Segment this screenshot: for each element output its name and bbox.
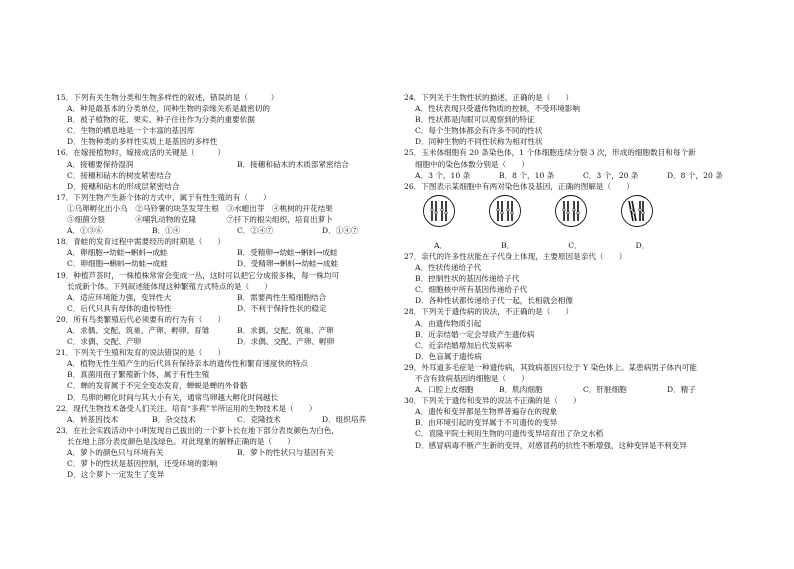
option-row	[56, 136, 396, 147]
answer-option: D．鸟卵的孵化时间与其大小有关，通常鸟卵越大孵化时间越长	[67, 392, 279, 402]
question-stem: ①乌卵孵化出小乌 ②马铃薯的块茎发芽生根 ③水螅出芽 ④桃树的开花结果	[67, 203, 333, 213]
option-row	[404, 329, 740, 340]
question-stem: 25．玉米体细胞有 20 条染色体，1 个体细胞连续分裂 3 次，形成的细胞数目和每个新	[404, 148, 696, 158]
left-column	[56, 92, 396, 480]
answer-option: D．同种生物的不同性状称为相对性状	[415, 137, 543, 147]
answer-option: D．这个萝卜一定发生了变异	[67, 470, 165, 480]
answer-option: D．感冒病毒不断产生新的变异，对感冒药的抗性不断增强，这种变异是不利变异	[415, 440, 687, 450]
answer-option: C．每个生物体都会有许多不同的性状	[415, 126, 543, 136]
question	[404, 147, 740, 180]
answer-option: A．种是最基本的分类单位，同种生物的亲缘关系是最密切的	[67, 104, 270, 114]
cell-chromosome-diagram	[488, 194, 522, 228]
answer-option: B．肌肉细胞	[499, 385, 543, 395]
answer-option: C．克隆技术	[237, 414, 281, 424]
cell-diagram-row	[404, 194, 740, 240]
answer-option: C．细胞核中所有基因传递给子代	[415, 285, 528, 295]
cell-chromosome-diagram	[422, 194, 456, 228]
answer-option: B．受精卵→幼蛙→蝌蚪→成蛙	[237, 248, 338, 258]
cell-label: D．	[635, 240, 650, 250]
answer-option: B．求偶、交配、筑巢、产卵	[237, 325, 334, 335]
option-row	[56, 247, 396, 258]
answer-option: B．性状都是肉眼可以观察到的特征	[415, 115, 535, 125]
answer-option: C．卵细胞→蝌蚪→幼蛙→成蛙	[67, 259, 168, 269]
answer-option: D．接穗和砧木的形成层紧密结合	[67, 181, 180, 191]
option-row	[404, 351, 740, 362]
answer-option: A．①③⑥	[67, 226, 103, 236]
answer-option: B．真菌用孢子繁殖新个体，属于有性生殖	[67, 370, 210, 380]
answer-option: C．蝉的发育属于不完全变态发育，蝉蜕是蝉的外骨骼	[67, 381, 248, 391]
option-row	[404, 384, 740, 395]
option-row	[404, 125, 740, 136]
answer-option: A．适应环境能力强，变异性大	[67, 292, 172, 302]
answer-option: A．由遗传物质引起	[415, 318, 482, 328]
option-row	[56, 392, 396, 403]
answer-option: A．植物无性生殖产生的后代具有保持亲本的遗传性和繁育速度快的特点	[67, 359, 308, 369]
option-row	[56, 114, 396, 125]
option-row	[56, 170, 396, 181]
answer-option: C．生物的栖息地是一个丰富的基因库	[67, 126, 195, 136]
answer-option: C．近亲结婚增加后代发病率	[415, 340, 512, 350]
answer-option: C．后代只具有母体的遗传特性	[67, 303, 172, 313]
option-row	[56, 447, 396, 458]
answer-option: A．转基因技术	[67, 414, 119, 424]
option-row	[404, 295, 740, 306]
answer-option: D．8 个，20 条	[667, 170, 723, 180]
option-row	[56, 103, 396, 114]
option-row	[56, 225, 396, 236]
question	[404, 306, 740, 361]
question-stem: 28．下列关于遗传病的说法，不正确的是（ ）	[404, 307, 574, 317]
option-row	[56, 414, 396, 425]
option-row	[56, 358, 396, 369]
question-stem: 22．现代生物技术备受人们关注。培育“多莉”羊所运用的生物技术是（ ）	[56, 403, 317, 413]
option-row	[404, 262, 740, 273]
option-row	[56, 380, 396, 391]
question	[404, 181, 740, 251]
right-column	[404, 92, 740, 451]
option-row	[404, 406, 740, 417]
answer-option: B．杂交技术	[152, 414, 196, 424]
question	[404, 92, 740, 147]
answer-option: B．接穗和砧木的木质部紧密结合	[237, 159, 349, 169]
option-row	[404, 284, 740, 295]
answer-option: B．被子植物的花、果实、种子往往作为分类的重要依据	[67, 115, 255, 125]
answer-option: C．求偶、交配、产卵	[67, 337, 142, 347]
question-stem: 23．在社会实践活动中小明发现自己拔出的一个萝卜长在地下部分表皮颜色为白色，	[56, 425, 340, 435]
cell-label: A．	[434, 240, 448, 250]
option-row	[404, 440, 740, 451]
answer-option: A．3 个，10 条	[415, 170, 471, 180]
answer-option: A．性状表现只受遗传物质的控制，不受环境影响	[415, 104, 580, 114]
answer-option: D．受精卵→蝌蚪→幼蛙→成蛙	[237, 259, 339, 269]
answer-option: A．遗传和变异都是生物界普遍存在的现象	[415, 407, 558, 417]
answer-option: A．卵细胞→幼蛙→蝌蚪→成蛙	[67, 248, 168, 258]
option-row	[56, 325, 396, 336]
answer-option: A．求偶、交配、筑巢、产卵、孵卵、育雏	[67, 325, 210, 335]
answer-option: D．精子	[667, 385, 696, 395]
question-stem: 27．亲代的许多性状能在子代身上体现，主要原因是亲代（ ）	[404, 251, 627, 261]
option-row	[56, 181, 396, 192]
question-stem: 30．下列关于遗传和变异的说法不正确的是（ ）	[404, 396, 581, 406]
option-row	[56, 469, 396, 480]
question-stem: 细胞中的染色体数分别是（ ）	[415, 159, 529, 169]
answer-option: B．控制性状的基因传递给子代	[415, 274, 520, 284]
answer-option: C．肝脏细胞	[583, 385, 627, 395]
answer-option: B．近亲结婚一定会导致产生遗传病	[415, 329, 535, 339]
question-stem: 长在地上部分表皮颜色是浅绿色。对此现象的解释正确的是（ ）	[67, 436, 295, 446]
answer-option: D．各种性状都传递给子代一起，长相就会相像	[415, 296, 573, 306]
question-stem: 24．下列关于生物性状的描述，正确的是（ ）	[404, 93, 574, 102]
answer-option: B．由环境引起的变异属于不可遗传的变异	[415, 418, 558, 428]
option-row	[56, 125, 396, 136]
answer-option: A．接穗要保持湿润	[67, 159, 134, 169]
question	[56, 314, 396, 347]
answer-option: D．组织培养	[322, 414, 367, 424]
option-row	[56, 369, 396, 380]
question-stem: 16．在嫁接植物时，嫁接成活的关键是（ ）	[56, 148, 226, 158]
question-stem: ⑤细菌分裂 ⑥哺乳动物的克隆 ⑦扦下的根尖组织，培育出萝卜	[67, 215, 333, 225]
option-row	[56, 159, 396, 170]
question-stem: 29．外耳道多毛症是一种遗传病，其致病基因只位于 Y 染色体上。某患病男子体内可能	[404, 362, 697, 372]
cell-label: B．	[501, 240, 515, 250]
option-row	[56, 258, 396, 269]
answer-option: D．色盲属于遗传病	[415, 351, 482, 361]
answer-option: D．求偶、交配、产卵、孵卵	[237, 337, 335, 347]
answer-option: A．萝卜的颜色只与环境有关	[67, 448, 164, 457]
answer-option: C．②④⑦	[237, 226, 274, 236]
option-row	[404, 318, 740, 329]
answer-option: C．3 个，20 条	[583, 170, 639, 180]
option-row	[404, 428, 740, 439]
question	[56, 147, 396, 191]
option-row	[404, 273, 740, 284]
question	[56, 425, 396, 480]
cell-chromosome-diagram	[620, 194, 654, 228]
option-row	[404, 170, 740, 181]
option-row	[404, 340, 740, 351]
question-stem: 18．青蛙的发育过程中需要经历的时期是（ ）	[56, 237, 226, 247]
answer-option: C．接穗和砧木的树皮紧密结合	[67, 170, 172, 180]
option-row	[404, 114, 740, 125]
option-row	[56, 303, 396, 314]
question-stem: 20．所有鸟类繁殖后代必须要有的行为有（ ）	[56, 314, 226, 324]
question-stem: 长成新个体。下列叙述能体现这种繁殖方式特点的是（ ）	[67, 281, 273, 291]
question-stem: 26．下图表示某细胞中有两对染色体及基因，正确的图解是（ ）	[404, 181, 634, 191]
answer-option: D．①④⑦	[322, 226, 359, 236]
question	[56, 270, 396, 314]
question-stem: 19．种植芦荟时，一株植株常常会变成一丛，这时可以把它分成很多株，每一株均可	[56, 270, 340, 280]
question	[404, 395, 740, 450]
answer-option: B．8 个，10 条	[499, 170, 555, 180]
question	[56, 347, 396, 402]
cell-chromosome-diagram	[554, 194, 588, 228]
option-row	[404, 417, 740, 428]
question	[56, 192, 396, 236]
answer-option: C．袁隆平院士利用生物的可遗传变异培育出了杂交水稻	[415, 429, 604, 439]
question	[56, 403, 396, 425]
option-row	[404, 103, 740, 114]
option-row	[56, 336, 396, 347]
answer-option: A．性状传递给子代	[415, 263, 482, 273]
question	[404, 362, 740, 395]
cell-diagram-labels	[404, 240, 740, 251]
answer-option: D．不利于保持性状的稳定	[237, 303, 327, 313]
answer-option: B．萝卜的性状只与基因有关	[237, 448, 334, 457]
question-stem: 15．下列有关生物分类和生物多样性的叙述，错误的是（ ）	[56, 93, 279, 102]
option-row	[56, 292, 396, 303]
option-row	[404, 136, 740, 147]
cell-label: C．	[568, 240, 582, 250]
question-stem: 21．下列关于生殖和发育的说法错误的是（ ）	[56, 348, 226, 358]
answer-option: D．生物种类的多样性实质上是基因的多样性	[67, 137, 218, 147]
answer-option: B．需要两性生殖细胞结合	[237, 292, 327, 302]
question-stem: 不含有致病基因的细胞是（ ）	[415, 373, 529, 383]
question	[56, 236, 396, 269]
question	[404, 251, 740, 306]
answer-option: B．①④	[152, 226, 181, 236]
question-stem: 17．下列生物产生新个体的方式中，属于有性生殖的有（ ）	[56, 192, 271, 202]
question	[56, 92, 396, 147]
option-row	[56, 458, 396, 469]
answer-option: C．萝卜的性状是基因控制，还受环境的影响	[67, 459, 218, 469]
answer-option: A．口腔上皮细胞	[415, 385, 474, 395]
